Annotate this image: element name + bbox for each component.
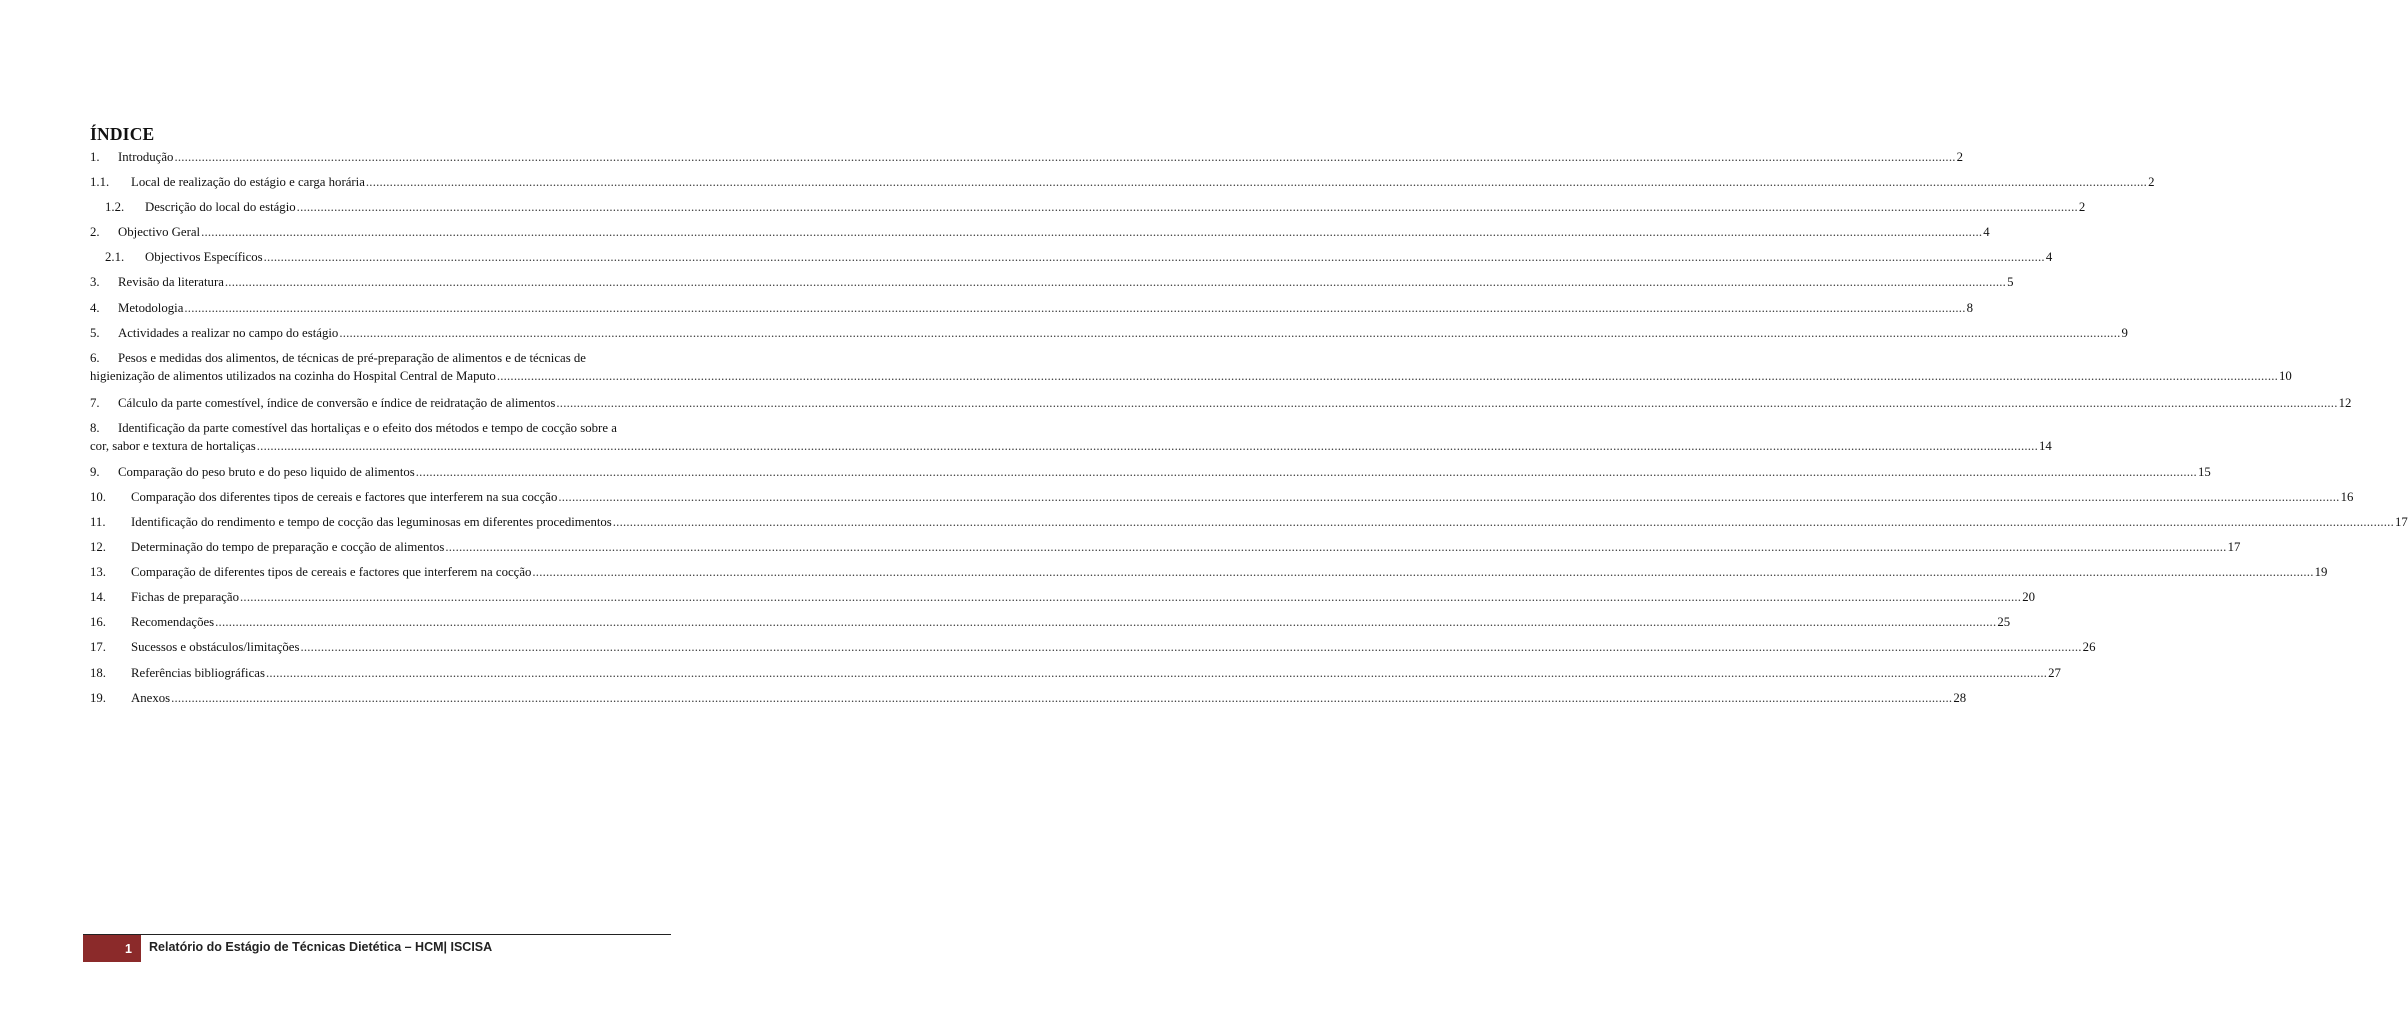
toc-entry[interactable] xyxy=(90,148,1964,166)
toc-entry-page: 10 xyxy=(2279,369,2292,383)
toc-entry[interactable] xyxy=(90,248,2053,266)
toc-entry-page: 26 xyxy=(2082,640,2096,654)
toc-entry-number: 6. xyxy=(90,351,100,365)
toc-entry-title: Descrição do local do estágio xyxy=(145,200,296,214)
toc-entry-page: 16 xyxy=(2340,490,2354,504)
page-footer xyxy=(83,934,671,961)
toc-entry-number: 5. xyxy=(90,326,100,340)
footer-rule xyxy=(83,934,671,935)
toc-leader-dots xyxy=(339,324,2120,342)
toc-entry-number: 1.1. xyxy=(90,175,110,189)
toc-entry-number: 2. xyxy=(90,225,100,239)
toc-entry-title: Comparação de diferentes tipos de cereais e factores que interferem na cocção xyxy=(131,565,532,579)
toc-entry-title: Recomendações xyxy=(131,615,215,629)
footer-title: Relatório do Estágio de Técnicas Dietética – HCM| ISCISA xyxy=(149,940,493,954)
toc-entry-title: Referências bibliográficas xyxy=(131,666,265,680)
toc-entry-page: 4 xyxy=(2045,250,2053,264)
toc-entry-page: 8 xyxy=(1966,301,1974,315)
toc-entry-title-line1: Identificação da parte comestível das hortaliças e o efeito dos métodos e tempo de cocção sobre a xyxy=(118,421,617,435)
toc-entry[interactable] xyxy=(90,513,2408,531)
toc-leader-dots xyxy=(171,689,1952,707)
toc-entry-title: Sucessos e obstáculos/limitações xyxy=(131,640,300,654)
toc-entry-title: Anexos xyxy=(131,691,171,705)
toc-entry-title: Revisão da literatura xyxy=(118,275,224,289)
toc-entry-title: Metodologia xyxy=(118,301,184,315)
toc-entry[interactable] xyxy=(90,273,2014,291)
toc-leader-dots xyxy=(264,248,2045,266)
toc-leader-dots xyxy=(174,148,1955,166)
toc-leader-dots xyxy=(416,463,2197,481)
toc-entry-number: 12. xyxy=(90,540,106,554)
toc-entry[interactable] xyxy=(90,689,1967,707)
toc-entry-page: 28 xyxy=(1953,691,1967,705)
toc-leader-dots xyxy=(497,367,2278,385)
toc-entry-page: 2 xyxy=(2078,200,2086,214)
toc-entry-page: 25 xyxy=(1997,615,2011,629)
toc-entry-title: Actividades a realizar no campo do estágio xyxy=(118,326,339,340)
toc-leader-dots xyxy=(558,488,2339,506)
toc-entry-page: 2 xyxy=(1956,150,1964,164)
toc-entry-number: 17. xyxy=(90,640,106,654)
toc-entry-title: Comparação do peso bruto e do peso liquido de alimentos xyxy=(118,465,415,479)
toc-entry-page: 2 xyxy=(2148,175,2155,189)
toc-entry-number: 7. xyxy=(90,396,100,410)
toc-entry-number: 10. xyxy=(90,490,106,504)
toc-entry-title-line2: higienização de alimentos utilizados na cozinha do Hospital Central de Maputo xyxy=(90,369,496,383)
toc-entry[interactable] xyxy=(90,394,2352,412)
toc-entry[interactable] xyxy=(90,563,2328,581)
toc-entry-number: 18. xyxy=(90,666,106,680)
toc-entry[interactable] xyxy=(90,324,2128,342)
toc-entry[interactable] xyxy=(90,173,2155,191)
toc-entry-number: 11. xyxy=(90,515,106,529)
toc-entry-number: 4. xyxy=(90,301,100,315)
toc-entry-title: Objectivos Específicos xyxy=(145,250,263,264)
toc-leader-dots xyxy=(613,513,2394,531)
toc-leader-dots xyxy=(215,613,1996,631)
toc-entry-title: Cálculo da parte comestível, índice de conversão e índice de reidratação de alimentos xyxy=(118,396,556,410)
toc-entry-number: 2.1. xyxy=(105,250,125,264)
toc-entry[interactable] xyxy=(90,664,2061,682)
toc-entry[interactable] xyxy=(90,588,2036,606)
toc-entry[interactable] xyxy=(90,613,2011,631)
toc-entry[interactable] xyxy=(90,538,2241,556)
toc-entry-title: Determinação do tempo de preparação e cocção de alimentos xyxy=(131,540,445,554)
toc-entry-number: 19. xyxy=(90,691,106,705)
toc-entry[interactable] xyxy=(90,638,2096,656)
toc-entry-title: Introdução xyxy=(118,150,174,164)
toc-entry[interactable] xyxy=(90,198,2086,216)
toc-entry-page: 12 xyxy=(2338,396,2352,410)
toc-entry-number: 1.2. xyxy=(105,200,125,214)
toc-entry-page: 14 xyxy=(2038,439,2052,453)
toc-entry[interactable] xyxy=(90,349,2292,385)
toc-leader-dots xyxy=(300,638,2081,656)
toc-entry[interactable] xyxy=(90,419,2052,455)
toc-entry-page: 4 xyxy=(1983,225,1990,239)
toc-entry-number: 14. xyxy=(90,590,106,604)
toc-leader-dots xyxy=(532,563,2313,581)
toc-leader-dots xyxy=(225,273,2006,291)
toc-entry-page: 5 xyxy=(2007,275,2014,289)
toc-entry-number: 8. xyxy=(90,421,100,435)
toc-entry[interactable] xyxy=(90,299,1974,317)
toc-leader-dots xyxy=(445,538,2226,556)
toc-entry-number: 13. xyxy=(90,565,106,579)
toc-leader-dots xyxy=(266,664,2047,682)
toc-leader-dots xyxy=(240,588,2021,606)
toc-entry-page: 20 xyxy=(2022,590,2036,604)
toc-leader-dots xyxy=(184,299,1965,317)
toc-leader-dots xyxy=(366,173,2147,191)
toc-entry-page: 17 xyxy=(2394,515,2408,529)
toc-entry-title: Local de realização do estágio e carga horária xyxy=(131,175,365,189)
toc-entry-page: 19 xyxy=(2314,565,2328,579)
toc-entry[interactable] xyxy=(90,488,2354,506)
toc-entry-number: 3. xyxy=(90,275,100,289)
toc-leader-dots xyxy=(556,394,2337,412)
toc-entry-title: Fichas de preparação xyxy=(131,590,240,604)
toc-leader-dots xyxy=(257,437,2038,455)
toc-entry-page: 17 xyxy=(2227,540,2241,554)
toc-leader-dots xyxy=(201,223,1982,241)
toc-entry[interactable] xyxy=(90,463,2211,481)
toc-entry-page: 15 xyxy=(2197,465,2211,479)
toc-entry-title: Objectivo Geral xyxy=(118,225,201,239)
toc-entry-page: 27 xyxy=(2048,666,2061,680)
toc-entry-title-line1: Pesos e medidas dos alimentos, de técnicas de pré-preparação de alimentos e de técnicas de xyxy=(118,351,586,365)
toc-entry-title: Comparação dos diferentes tipos de cereais e factores que interferem na sua cocção xyxy=(131,490,558,504)
toc-entry-title: Identificação do rendimento e tempo de cocção das leguminosas em diferentes procedimentos xyxy=(131,515,612,529)
footer-page-number: 1 xyxy=(83,935,141,962)
toc-entry-title-line2: cor, sabor e textura de hortaliças xyxy=(90,439,256,453)
toc-entry-number: 16. xyxy=(90,615,106,629)
toc-entry-number: 1. xyxy=(90,150,100,164)
toc-entry-number: 9. xyxy=(90,465,100,479)
toc-entry-page: 9 xyxy=(2121,326,2128,340)
toc-title: ÍNDICE xyxy=(90,124,155,144)
toc-leader-dots xyxy=(297,198,2078,216)
toc-entry[interactable] xyxy=(90,223,1990,241)
